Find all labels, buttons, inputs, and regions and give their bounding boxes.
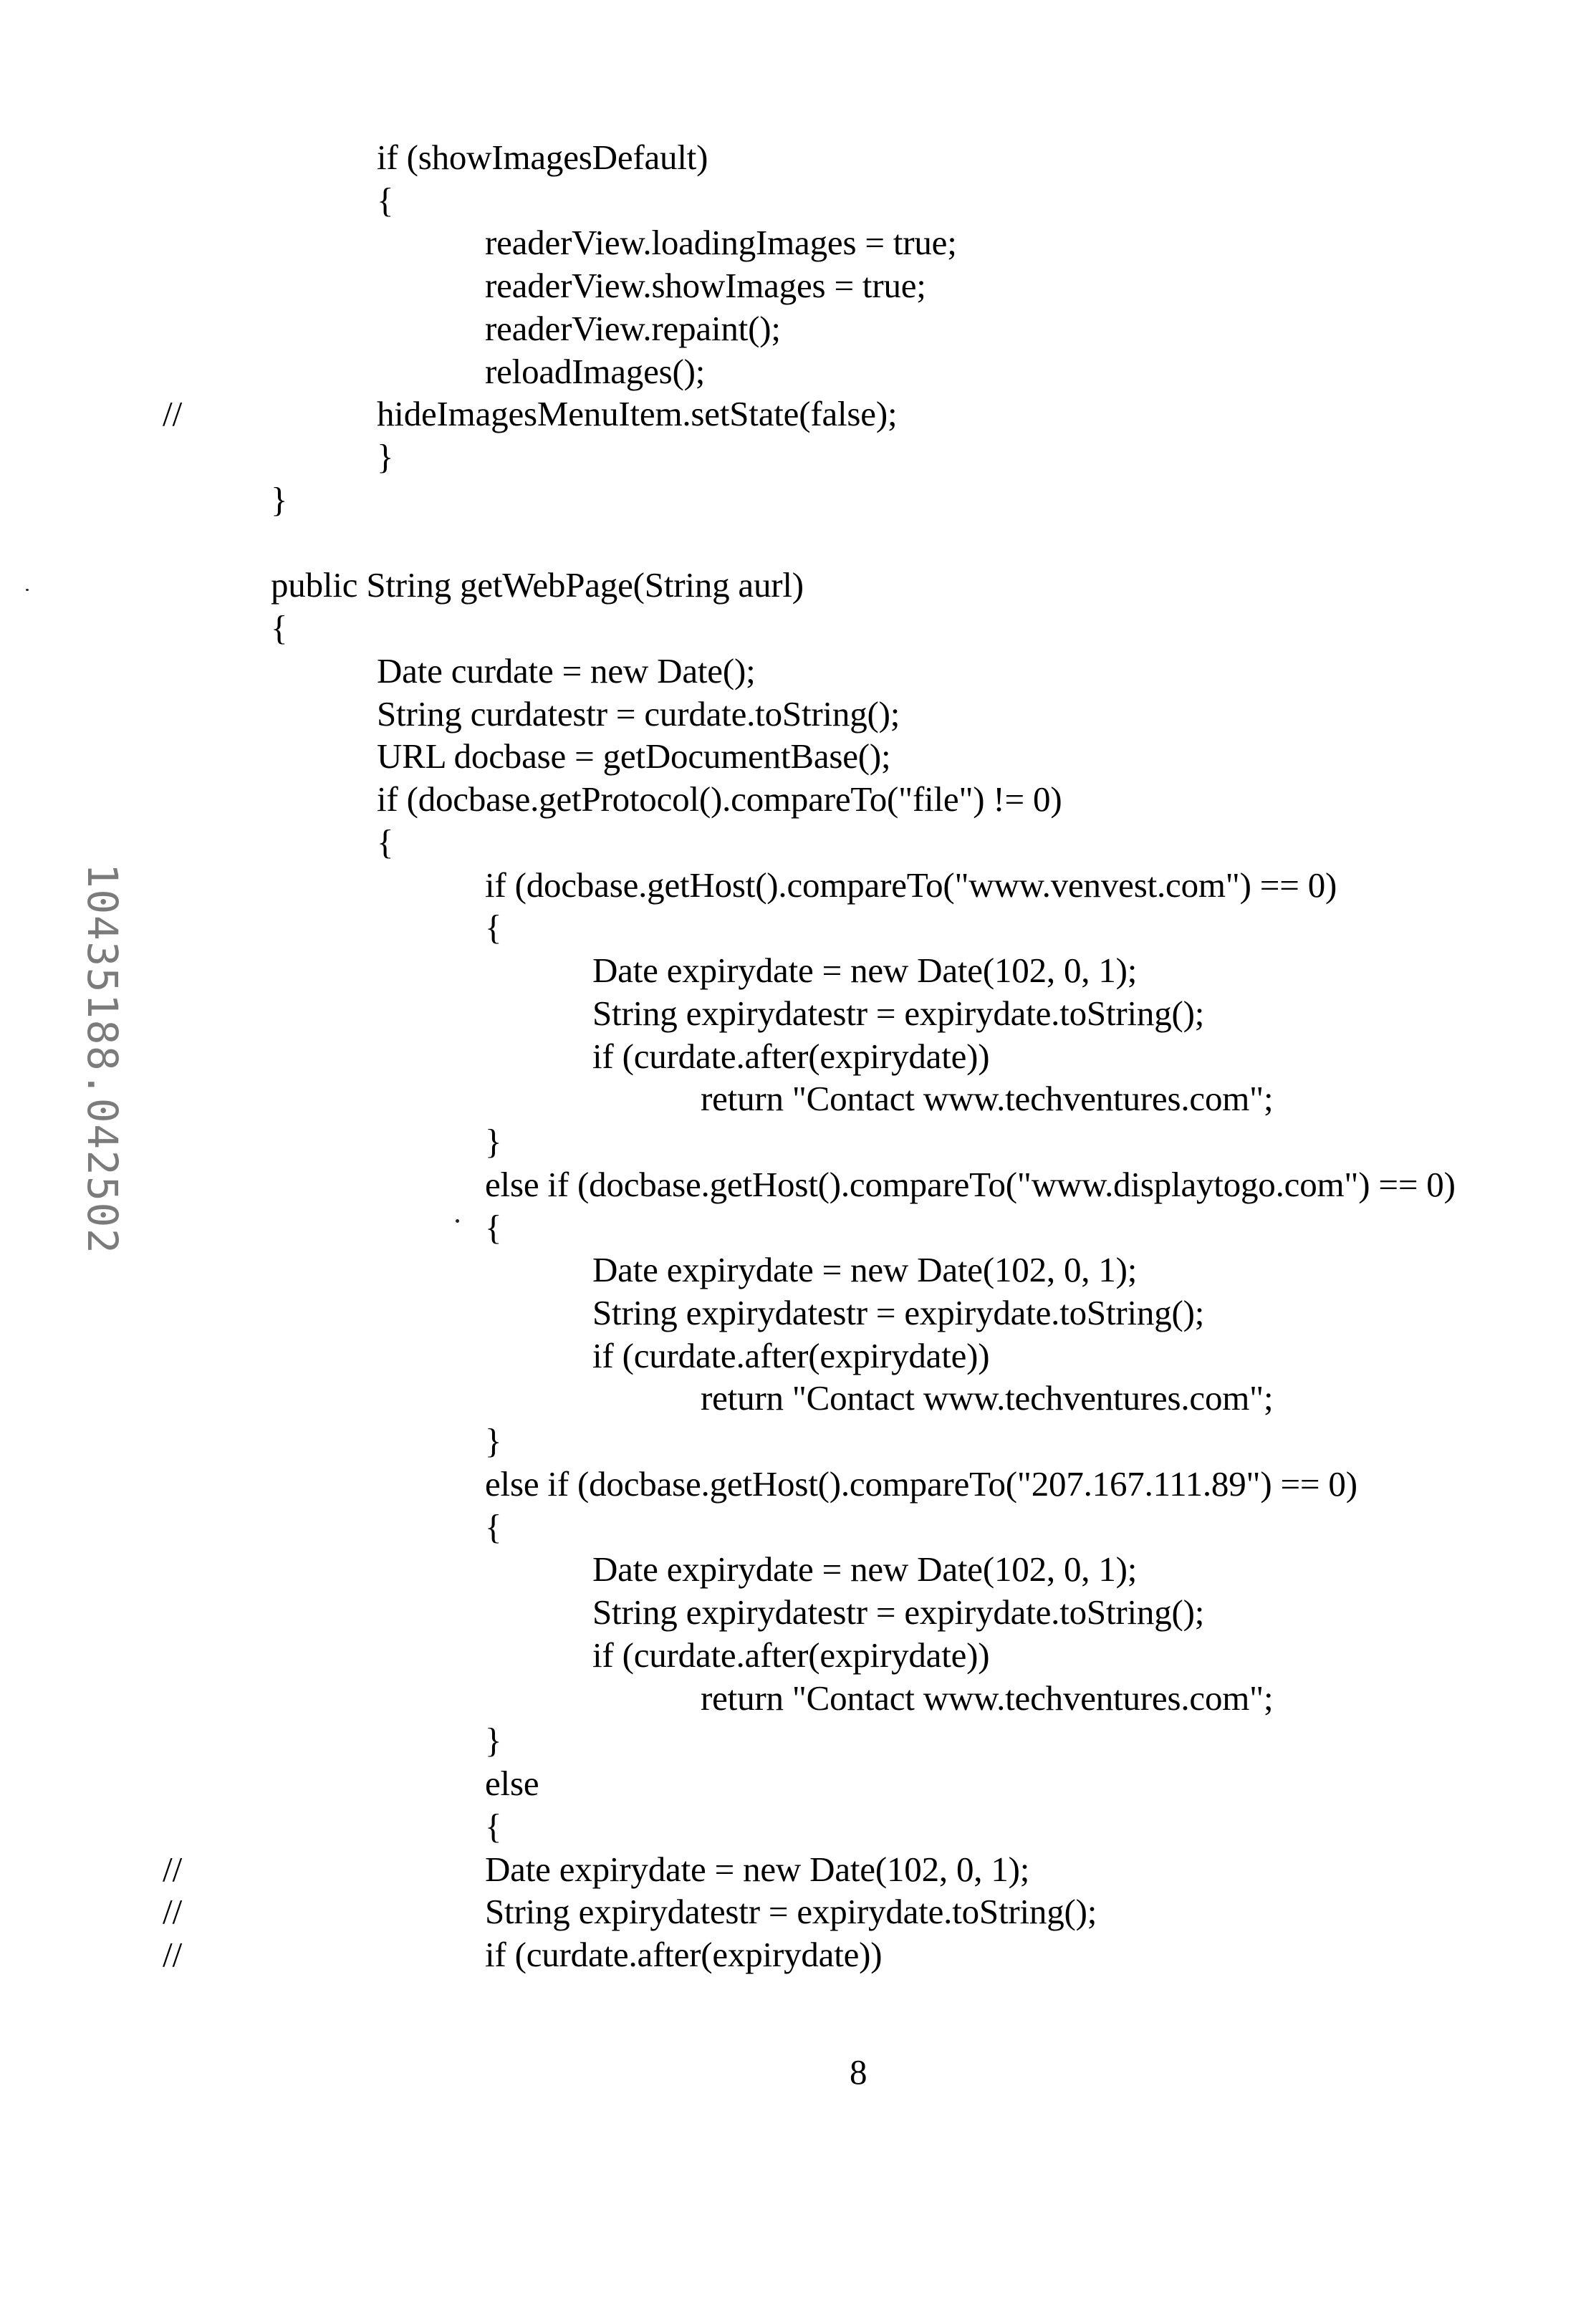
- code-line: readerView.showImages = true;: [485, 266, 926, 305]
- code-line: reloadImages();: [485, 352, 706, 391]
- code-line: String expirydatestr = expirydate.toString();: [485, 1892, 1097, 1931]
- code-line: }: [271, 480, 288, 519]
- margin-stamp-text: 10435188.042502: [78, 863, 127, 1255]
- code-line: String expirydatestr = expirydate.toString();: [592, 1592, 1205, 1632]
- code-line: return "Contact www.techventures.com";: [701, 1678, 1274, 1718]
- code-line: Date expirydate = new Date(102, 0, 1);: [592, 1250, 1138, 1289]
- comment-marker: //: [163, 1850, 183, 1889]
- code-line: if (docbase.getProtocol().compareTo("file") != 0): [377, 779, 1062, 819]
- code-line: String expirydatestr = expirydate.toString();: [592, 994, 1205, 1033]
- code-line: {: [485, 1208, 502, 1247]
- code-line: public String getWebPage(String aurl): [271, 565, 804, 605]
- code-line: {: [377, 181, 394, 220]
- scan-speck: [456, 1219, 459, 1223]
- comment-marker: //: [163, 1935, 183, 1974]
- code-line: }: [485, 1421, 502, 1461]
- code-line: if (docbase.getHost().compareTo("www.venvest.com") == 0): [485, 865, 1337, 905]
- code-line: Date expirydate = new Date(102, 0, 1);: [485, 1850, 1030, 1889]
- code-line: else: [485, 1764, 539, 1803]
- code-line: String expirydatestr = expirydate.toString();: [592, 1293, 1205, 1332]
- comment-marker: //: [163, 1892, 183, 1931]
- code-line: URL docbase = getDocumentBase();: [377, 736, 891, 776]
- code-line: if (curdate.after(expirydate)): [592, 1037, 990, 1076]
- code-line: if (showImagesDefault): [377, 138, 708, 177]
- code-line: {: [377, 822, 394, 862]
- code-line: Date expirydate = new Date(102, 0, 1);: [592, 1549, 1138, 1589]
- code-line: else if (docbase.getHost().compareTo("207.167.111.89") == 0): [485, 1464, 1357, 1504]
- code-line: {: [485, 1507, 502, 1547]
- code-line: }: [377, 437, 394, 476]
- code-line: return "Contact www.techventures.com";: [701, 1079, 1274, 1118]
- margin-stamp: [77, 863, 128, 1436]
- code-line: }: [485, 1721, 502, 1760]
- code-line: readerView.repaint();: [485, 309, 781, 348]
- code-line: return "Contact www.techventures.com";: [701, 1378, 1274, 1418]
- code-line: }: [485, 1122, 502, 1161]
- code-line: else if (docbase.getHost().compareTo("www.displaytogo.com") == 0): [485, 1165, 1456, 1204]
- code-line: hideImagesMenuItem.setState(false);: [377, 394, 898, 433]
- code-line: {: [485, 1807, 502, 1846]
- comment-marker: //: [163, 394, 183, 433]
- scan-speck: [26, 589, 29, 591]
- code-line: {: [485, 908, 502, 947]
- code-line: String curdatestr = curdate.toString();: [377, 694, 900, 734]
- code-line: if (curdate.after(expirydate)): [592, 1635, 990, 1675]
- code-line: if (curdate.after(expirydate)): [485, 1935, 883, 1974]
- code-line: readerView.loadingImages = true;: [485, 223, 957, 262]
- page-number: 8: [850, 2052, 867, 2092]
- code-line: if (curdate.after(expirydate)): [592, 1336, 990, 1375]
- code-line: Date curdate = new Date();: [377, 651, 756, 691]
- code-line: {: [271, 608, 288, 648]
- code-line: Date expirydate = new Date(102, 0, 1);: [592, 951, 1138, 990]
